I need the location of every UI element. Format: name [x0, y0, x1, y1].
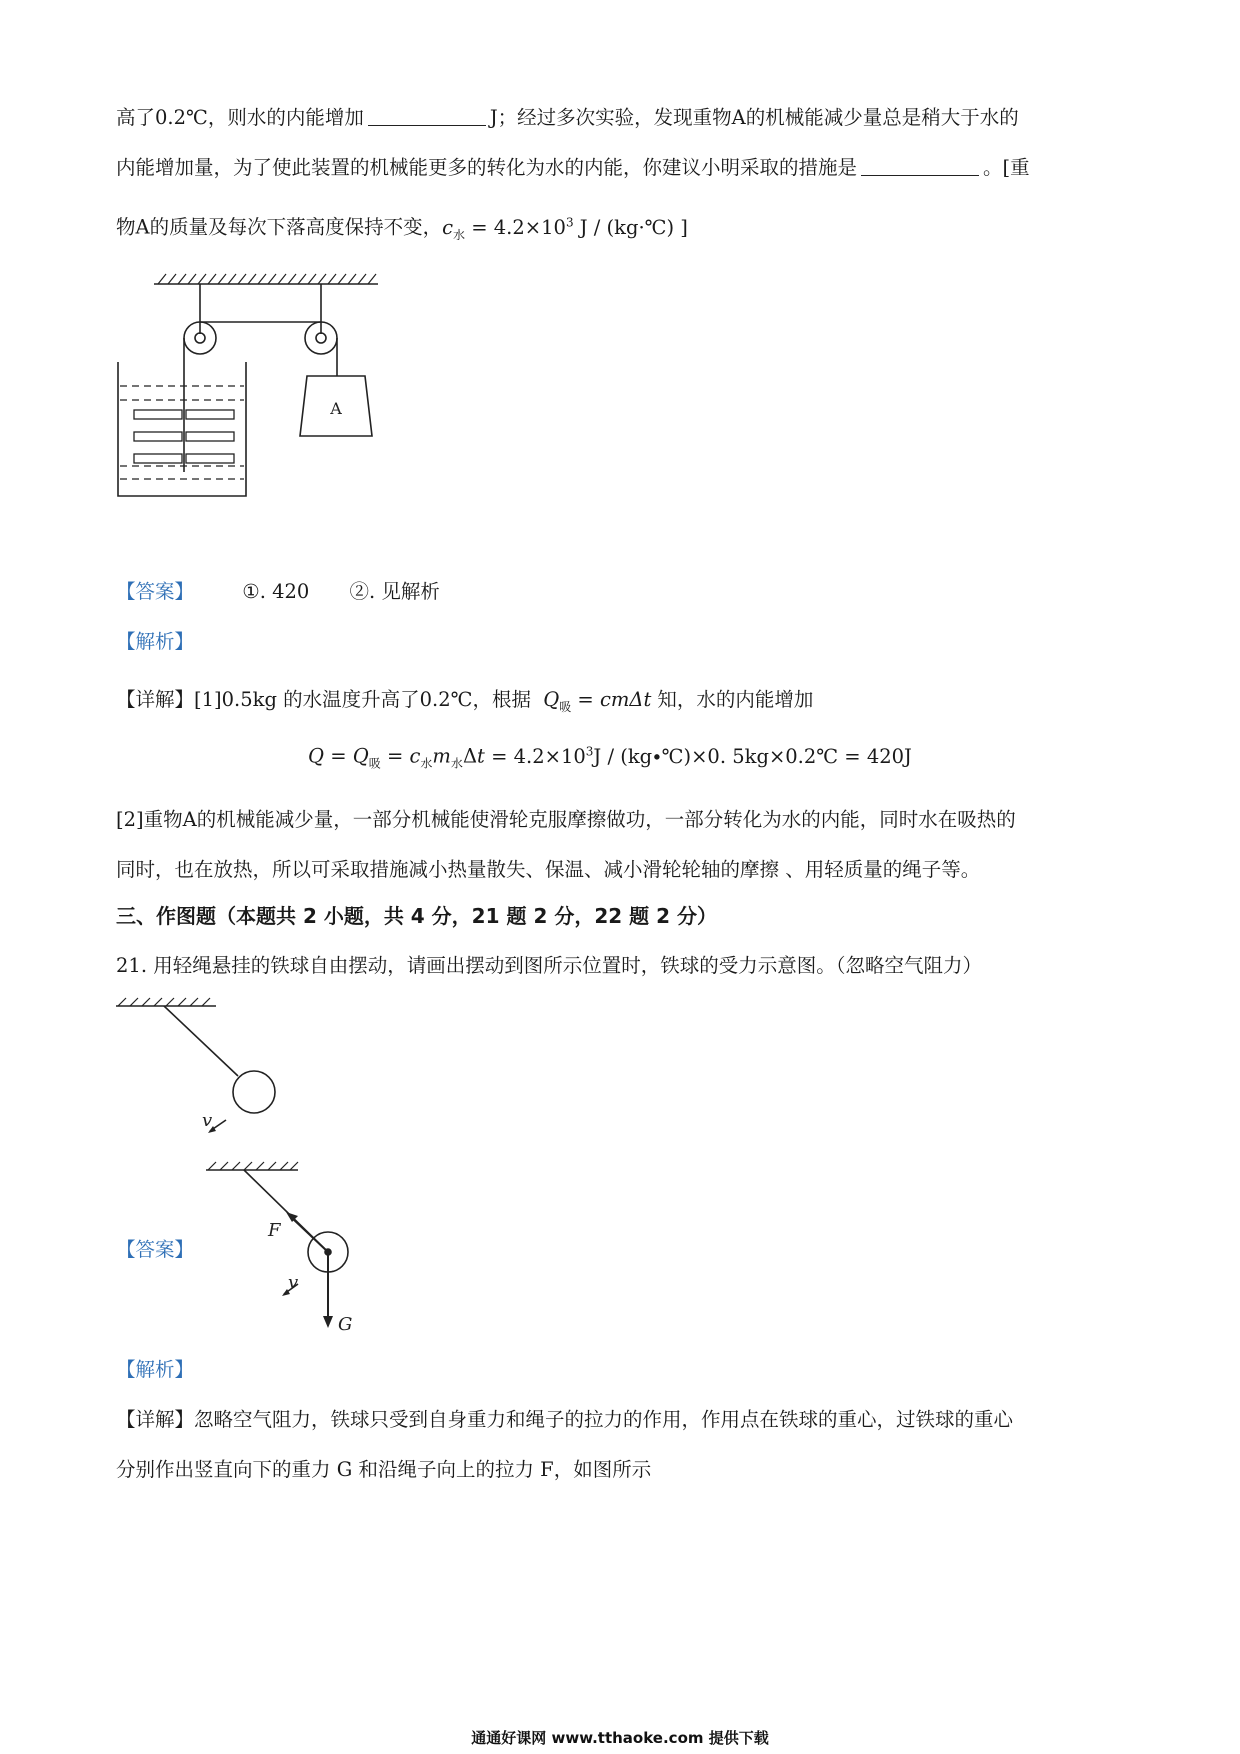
answer-1: ①. 420: [242, 580, 310, 603]
answer-tag: 【答案】: [116, 580, 195, 603]
q20-line-1: [116, 104, 1019, 132]
q21-answer-tag: 【答案】: [116, 1238, 195, 1261]
q21-detail-line-2: 分别作出竖直向下的重力 G 和沿绳子向上的拉力 F，如图所示: [116, 1458, 652, 1481]
detail-tag: 【详解】: [116, 688, 195, 711]
section-3-heading: 三、作图题（本题共 2 小题，共 4 分，21 题 2 分，22 题 2 分）: [116, 904, 717, 928]
c-subscript: 水: [453, 227, 466, 242]
inline-formula: $Q_吸 = cm\Delta t$: [543, 688, 652, 714]
page-footer: 通通好课网 www.tthaoke.com 提供下载: [471, 1729, 769, 1747]
q20-line-3: [116, 208, 688, 248]
c-value: = 4.2×10: [465, 215, 566, 239]
q20-answer-row: [116, 578, 440, 606]
left-pulley-axle: [195, 333, 205, 343]
gravity-arrowhead: [323, 1316, 333, 1328]
q20-detail-line-1: [116, 686, 813, 721]
pendulum-string: [164, 1006, 238, 1076]
water-container: [118, 362, 246, 496]
specific-heat-constant: [442, 215, 688, 242]
q20-detail2-line-2: 同时，也在放热，所以可采取措施减小热量散失、保温、减小滑轮轮轴的摩擦 、用轻质量的绳子等。: [116, 858, 981, 881]
weight-label-A: A: [330, 399, 342, 418]
tension-force-arrow: [292, 1218, 328, 1252]
c-unit: J / (kg·℃) ]: [573, 215, 688, 239]
q20-line-3-text: 物A的质量及每次下落高度保持不变，: [116, 215, 443, 239]
ceiling-hatch: [158, 274, 376, 284]
q20-line-1-part-b: J；经过多次实验，发现重物A的机械能减少量总是稍大于水的: [489, 106, 1019, 129]
q20-line-2-part-a: 内能增加量，为了使此装置的机械能更多的转化为水的内能，你建议小明采取的措施是: [116, 156, 858, 179]
q21-question: 21. 用轻绳悬挂的铁球自由摆动，请画出摆动到图所示位置时，铁球的受力示意图。（忽略空气阻力）: [116, 954, 982, 977]
q21-detail-line-1: [116, 1406, 1013, 1434]
ceiling-hatch: [118, 998, 210, 1006]
velocity-label: v: [202, 1110, 213, 1131]
detail-text-1-end: 知，水的内能增加: [657, 688, 814, 711]
answer-2: ②. 见解析: [349, 580, 440, 603]
force-G-label: G: [338, 1314, 353, 1335]
ceiling-hatch: [208, 1162, 298, 1170]
c-symbol: c: [442, 215, 454, 239]
detail-text-1: [1]0.5kg 的水温度升高了0.2℃，根据: [194, 688, 531, 711]
q20-line-2: [116, 154, 1030, 182]
pendulum-question-diagram: [112, 996, 292, 1151]
answer-blank-2: [861, 155, 979, 176]
heat-formula: $Q = Q_吸 = c_水m_水\Delta t = 4.2\times 10^3J$ / (kg∙℃)×0. 5kg×0.2℃ = 420J: [308, 744, 912, 771]
answer-blank-1: [368, 105, 486, 126]
right-pulley-axle: [316, 333, 326, 343]
q20-detail2-line-1: [2]重物A的机械能减少量，一部分机械能使滑轮克服摩擦做功，一部分转化为水的内能，同时水在吸热的: [116, 808, 1016, 831]
pendulum-answer-diagram: [202, 1158, 382, 1338]
iron-ball: [233, 1071, 275, 1113]
detail-tag: 【详解】: [116, 1408, 195, 1431]
c-exponent: 3: [565, 215, 574, 229]
velocity-label: v: [288, 1272, 299, 1293]
q20-line-1-part-a: 高了0.2℃，则水的内能增加: [116, 106, 364, 129]
q21-analysis-tag: 【解析】: [116, 1358, 195, 1381]
q20-analysis-tag: 【解析】: [116, 630, 195, 653]
force-F-label: F: [268, 1220, 281, 1241]
pulley-apparatus-diagram: [110, 266, 380, 511]
q20-line-2-part-b: 。[重: [983, 156, 1030, 179]
detail-text-1: 忽略空气阻力，铁球只受到自身重力和绳子的拉力的作用，作用点在铁球的重心，过铁球的重心: [194, 1408, 1014, 1431]
